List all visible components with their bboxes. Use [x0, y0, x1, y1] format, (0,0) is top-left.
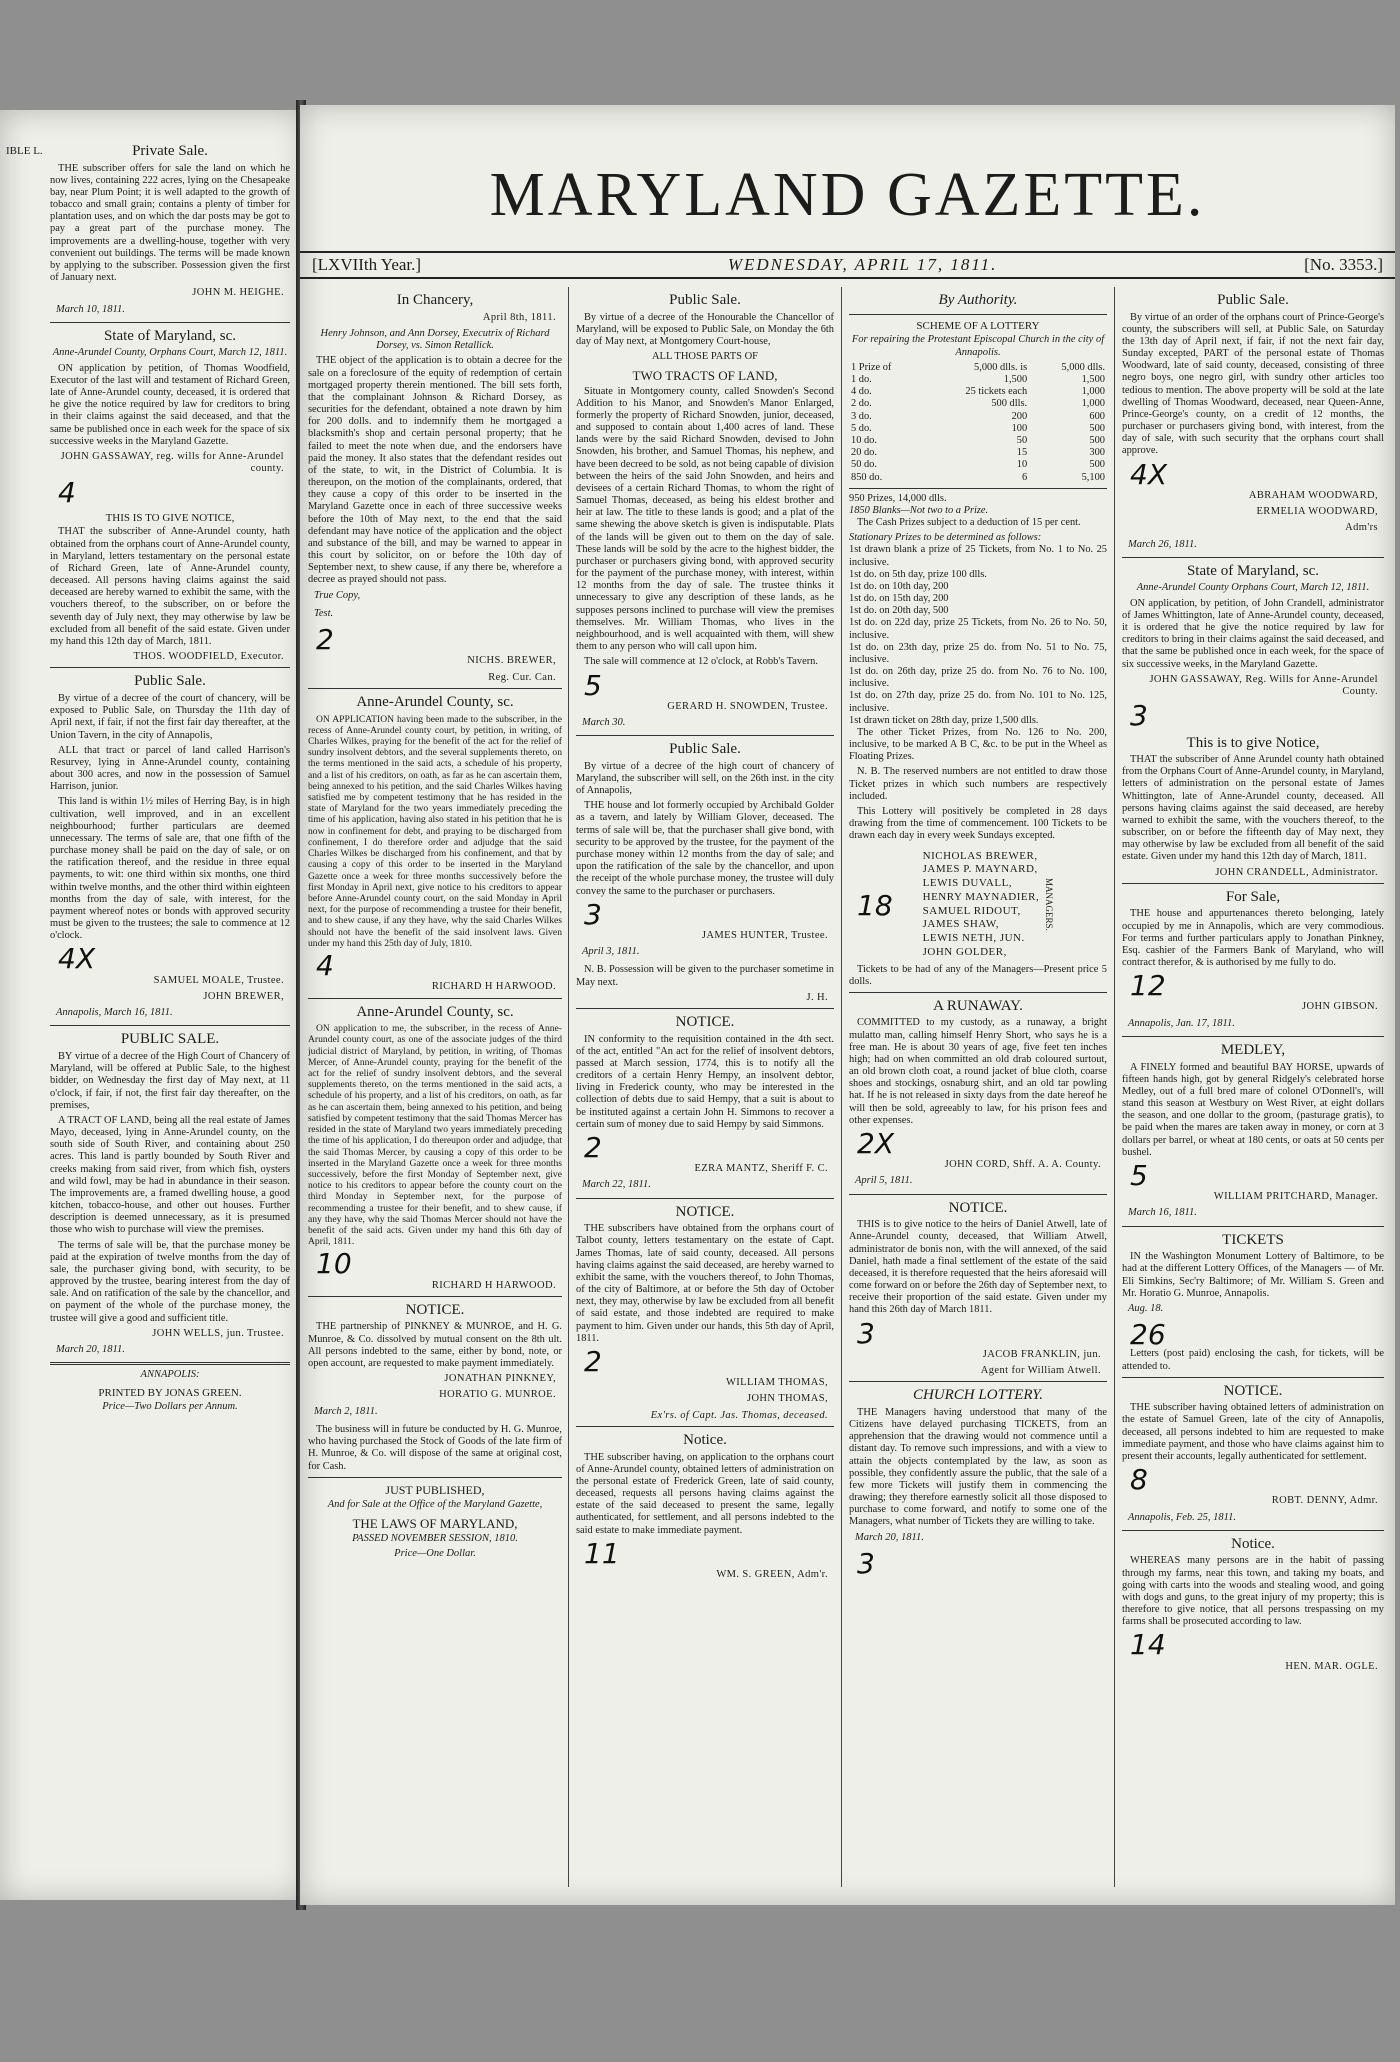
public-sale-2-heading: Public Sale.	[669, 741, 741, 758]
tickets-note: Letters (post paid) enclosing the cash, for tickets, will be attended to.	[1122, 1348, 1384, 1372]
by-authority-heading: By Authority.	[938, 292, 1018, 308]
issue-date: WEDNESDAY, APRIL 17, 1811.	[727, 255, 998, 274]
divider	[576, 1426, 834, 1427]
prize-cell: 1 Prize of	[851, 361, 892, 373]
edge-text: IBLE L.	[6, 145, 43, 157]
public-sale-title: TWO TRACTS OF LAND,	[632, 368, 778, 384]
notice-body: THE partnership of PINKNEY & MUNROE, and H. G. Munroe, & Co. dissolved by mutual consent on the 8th ult. All persons indebted to the same, either by bond, note, or open account, are requested to make payment immediately.	[308, 1321, 562, 1369]
for-sale-date: Annapolis, Jan. 17, 1811.	[1128, 1017, 1235, 1029]
manager-name: SAMUEL RIDOUT,	[922, 904, 1021, 917]
year-label: [LXVIIth Year.]	[312, 255, 422, 274]
handwritten-mark: 2	[584, 1130, 602, 1164]
prize-cell: 500	[1089, 422, 1105, 434]
notice-heading: NOTICE.	[1223, 1382, 1283, 1399]
give-notice-heading: This is to give Notice,	[1186, 734, 1320, 751]
divider	[1122, 1226, 1384, 1227]
handwritten-mark: 2	[316, 623, 334, 657]
stationary-item: 1st do. on 22d day, prize 25 Tickets, from No. 26 to No. 50, inclusive.	[849, 617, 1107, 641]
column-4	[1122, 287, 1384, 1887]
prize-cell: 5,100	[1081, 471, 1105, 483]
divider	[50, 667, 290, 668]
masthead-title: MARYLAND GAZETTE.	[489, 161, 1206, 229]
public-sale-1-date: Annapolis, March 16, 1811.	[56, 1007, 173, 1019]
chancery-heading: In Chancery,	[396, 292, 474, 308]
managers-label: MANAGERS.	[1043, 878, 1054, 931]
prize-row	[849, 374, 1107, 386]
public-sale-2-heading: PUBLIC SALE.	[120, 1031, 220, 1048]
notice-1-date: March 22, 1811.	[582, 1179, 651, 1191]
handwritten-mark: 2X	[857, 1126, 894, 1160]
scheme-sub: For repairing the Protestant Episcopal Church in the city of Annapolis.	[851, 334, 1105, 358]
column-rule	[1114, 287, 1115, 1887]
handwritten-mark: 4	[316, 949, 334, 983]
divider	[308, 688, 562, 689]
church-lottery-body: THE Managers having understood that many of the Citizens have delayed purchasing TICKETS, from an apprehension that the drawing would not commence until a distant day. To remove such impressions, and with a view to attain the objects contemplated by the law, as soon as possible, they confidently assure the public, that the sale of a few more Tickets will justify them in commencing the drawing; they therefore earnestly solicit all those disposed to purchase to come forward, and notify to some one of the Managers, what number of Tickets they are willing to take.	[849, 1406, 1107, 1528]
divider	[849, 1381, 1107, 1382]
divider	[308, 998, 562, 999]
public-sale-parts: ALL THOSE PARTS OF	[651, 351, 759, 363]
state-of-maryland-signer: JOHN GASSAWAY, reg. wills for Anne-Arundel county.	[60, 450, 284, 475]
stationary-item: 1st do. on 26th day, prize 25 do. from No. 76 to No. 100, inclusive.	[849, 666, 1107, 690]
tickets-note: Tickets to be had of any of the Managers—Present price 5 dolls.	[849, 963, 1107, 987]
columns	[300, 287, 1395, 1887]
prize-cell: 1,500	[1003, 374, 1028, 386]
for-sale-heading: For Sale,	[1225, 888, 1281, 905]
medley-heading: MEDLEY,	[1220, 1042, 1286, 1059]
public-sale-2-body: A TRACT OF LAND, being all the real estate of James Mayo, deceased, lying in Anne-Arundel county, on the south side of South River, and containing about 250 acres. This land is partly bounded by South River and creeks making from said river, from which fish, oysters and wild fowl, may be had in abundance in their season. The improvements are, a framed dwelling house, a good kitchen, tobacco-house, and other out houses. Further description is deemed unnecessary, as it is presumed those who wish to purchase will view the premises.	[50, 1114, 290, 1236]
handwritten-mark: 3	[857, 1546, 875, 1580]
notice-body: The business will in future be conducted by H. G. Munroe, who having purchased the Stock of Goods of the late firm of H. Munroe, & Co. will dispose of the same at original cost, for Cash.	[308, 1424, 562, 1472]
divider	[576, 735, 834, 736]
divider	[1122, 1377, 1384, 1378]
dateline	[300, 251, 1395, 279]
public-sale-1-signer: JOHN BREWER,	[203, 990, 284, 1002]
prize-row	[849, 386, 1107, 398]
handwritten-mark: 5	[1130, 1158, 1148, 1192]
notice-2-heading: Notice.	[1231, 1535, 1275, 1552]
public-sale-2-body: BY virtue of a decree of the High Court of Chancery of Maryland, will be offered at Public Sale, to the highest bidder, on Wednesday the first day of May next, at 11 o'clock, if fair, if not, the first fair day thereafter, on the premises,	[50, 1051, 290, 1111]
notice-signer: JACOB FRANKLIN, jun.	[982, 1348, 1101, 1360]
state-of-maryland-subhead: Anne-Arundel County, Orphans Court, March 12, 1811.	[52, 347, 288, 359]
published-price: Price—One Dollar.	[394, 1548, 476, 1560]
stationary-item: 1st do. on 10th day, 200	[849, 580, 949, 592]
column-rule	[841, 287, 842, 1887]
anne-arundel-1-heading: Anne-Arundel County, sc.	[356, 693, 514, 710]
public-sale-2-body: THE house and lot formerly occupied by Archibald Golder as a tavern, and lately by William Glover, deceased. The terms of sale will be, that the purchaser shall give bond, with security to be approved by the trustee, for the payment of the purchase money within 12 months from the day of sale; and upon the ratification of the sale by the chancellor, and upon the receipt of the whole purchase money, the trustee will duly convey the same to the purchaser or purchasers.	[576, 800, 834, 897]
column-2	[576, 287, 834, 1887]
notice-3-signer: WM. S. GREEN, Adm'r.	[716, 1568, 828, 1580]
notice-date: March 2, 1811.	[314, 1405, 378, 1417]
anne-arundel-2-body: ON application to me, the subscriber, in the recess of Anne-Arundel county court, as one of the associate judges of the third judicial district of Maryland, by petition, in writing, of Thomas Mercer, of Anne-Arundel county, praying for the benefit of the act for the relief of sundry insolvent debtors, and the several supplements thereto, on the terms mentioned in the said acts, a schedule of his property, and a list of his creditors, on oath, as far as he can ascertain them, being annexed to his petition, and being satisfied by competent testimony that the said Thomas Mercer has resided in the state of Maryland two years immediately preceding the time of his application, I do thereupon order and adjudge, that the said Thomas Mercer, by causing a copy of this order to be inserted in the Maryland Gazette once a week for three months successively, before the first Monday of September next, give notice to his creditors to appear before the county court on the third Monday in September next, for the purpose of recommending a trustee for their benefit, and to shew cause, if any they have, why the said Thomas Mercer should not have the benefit of the said acts. Given under my hand this 6th day of April, 1811.	[308, 1023, 562, 1248]
notice-body: THE subscriber having obtained letters of administration on the estate of Samuel Green, late of the city of Annapolis, deceased, all persons indebted to him are requested to make immediate payment, and those who have claims against him to present their accounts, legally authenticated for settlement.	[1122, 1402, 1384, 1462]
notice-3-heading: Notice.	[683, 1431, 727, 1448]
private-sale-signer: JOHN M. HEIGHE.	[192, 287, 284, 299]
public-sale-body: Situate in Montgomery county, called Snowden's Second Addition to his Manor, and Snowden's Manor Enlarged, formerly the property of Richard Snowden, junior, deceased, and supposed to contain about 1,400 acres of land. These lands were by the said Richard Snowden, devised to John Snowden, his brother, and Samuel Thomas, his nephew, and have been decreed to be sold, as not being capable of division between the heirs of the said John Snowden, and heirs and devisees of a certain Richard Thomas, to whom the right of Samuel Thomas, deceased, as being his eldest brother and heir at law. The title to these lands is good; and a plat of the same shewing the above sketch is given is indisputable. Plats of the lands will be given out to them on the day of sale. These lands will be sold by the acre to the highest bidder, the purchaser or purchasers giving bond, with approved security for the payment of the purchase money, with interest, within 12 months from the day of sale. The trustee thinks it unnecessary to give any description of these lands, as he supposes persons inclined to purchase will view the premises themselves. Mr. William Thomas, who lives in the neighbourhood, and is well acquainted with them, will shew them to any person who will call upon him.	[576, 385, 834, 653]
published-heading: JUST PUBLISHED,	[385, 1482, 485, 1497]
notice-date: Annapolis, Feb. 25, 1811.	[1128, 1511, 1237, 1523]
notice-2-signer: WILLIAM THOMAS,	[725, 1377, 828, 1389]
give-notice-body: THAT the subscriber of Anne Arundel county hath obtained from the Orphans Court of Anne-Arundel county, in Maryland, letters of administration on the personal estate of James Whittington, late of Anne-Arundel county, deceased. All persons having claims against the said deceased, are hereby warned to exhibit the same, with the vouchers thereof, to the subscriber, on or before the fifteenth day of May next, they may otherwise by law be excluded from all benefit of the said estate. Given under my hand this 12th day of March, 1811.	[1122, 754, 1384, 863]
prize-row	[849, 459, 1107, 471]
handwritten-mark: 4X	[1130, 457, 1167, 491]
public-sale-date: March 30.	[582, 716, 626, 728]
public-sale-time: The sale will commence at 12 o'clock, at Robb's Tavern.	[584, 656, 818, 668]
left-page	[0, 110, 305, 1900]
runaway-body: COMMITTED to my custody, as a runaway, a bright mulatto man, calling himself Henry Short, who says he is a free man. He is about 30 years of age, five feet ten inches high; had on when committed an old drab coloured surtout, an old brown cloth coat, a round jacket of blue cloth, coarse shoes and stockings, osnaburg shirt, and an old tar powling hat. If he is not released in sixty days from the date hereof he will then be sold, agreeably to law, for his prison fees and other expenses.	[849, 1017, 1107, 1126]
public-sale-2-initials: J. H.	[806, 991, 828, 1003]
footer-place: ANNAPOLIS:	[140, 1369, 200, 1381]
prize-cell: 100	[1011, 422, 1028, 434]
give-notice-heading: THIS IS TO GIVE NOTICE,	[105, 511, 235, 524]
prize-row	[849, 435, 1107, 447]
prize-table	[849, 362, 1107, 484]
managers-list	[923, 850, 1040, 960]
tickets-date: Aug. 18.	[1128, 1302, 1164, 1314]
stationary-item: 1st do. on 23th day, prize 25 do. from No. 51 to No. 75, inclusive.	[849, 641, 1107, 665]
public-sale-signer: ERMELIA WOODWARD,	[1256, 506, 1378, 518]
give-notice-signer: JOHN CRANDELL, Administrator.	[1215, 866, 1378, 878]
stationary-item: 1st drawn ticket on 28th day, prize 1,500 dlls.	[849, 714, 1039, 726]
prize-blanks: 1850 Blanks—Not two to a Prize.	[849, 504, 989, 516]
public-sale-1-heading: Public Sale.	[134, 673, 206, 690]
prize-cell: 600	[1089, 410, 1105, 422]
handwritten-mark: 2	[584, 1344, 602, 1378]
notice-heading: NOTICE.	[405, 1301, 465, 1318]
public-sale-body: By virtue of an order of the orphans court of Prince-George's county, the subscribers will sell, at Public Sale, on Saturday the 13th day of April next, if fair, if not the next fair day, Sunday excepted, PART of the personal estate of Thomas Woodward, late of said county, deceased, consisting of three negro boys, one negro girl, with sundry other articles too tedious to mention. The above property will be sold at the late dwelling of Thomas Woodward, deceased, near Queen-Anne, Prince-George's county, on a credit of 12 months, the purchaser or purchasers giving bond, with interest, from the day of sale, with such security that the orphans court shall approve.	[1122, 311, 1384, 457]
notice-signer: JONATHAN PINKNEY,	[444, 1373, 556, 1385]
column-1	[308, 287, 562, 1887]
issue-number: [No. 3353.]	[1304, 255, 1383, 274]
anne-arundel-1-body: ON APPLICATION having been made to the subscriber, in the recess of Anne-Arundel county court, by petition, in writing, of Charles Wilkes, praying for the benefit of the act for the relief of sundry insolvent debtors, and the several supplements thereto, on the terms mentioned in the said acts, a schedule of his property, and a list of his creditors, on oath, as far as he can ascertain them, being annexed to his petition, and the said Charles Wilkes having satisfied me by competent testimony that he has resided in the state of Maryland for the two years immediately preceding the time of his application, having also stated in his petition that he is now in confinement for debt, and praying to be discharged from confinement, I do therefore order and adjudge that the said Charles Wilkes be discharged from his confinement, and that by causing a copy of this order to be inserted in the Maryland Gazette once a week for three months successively before the first Monday in April next, give notice to his creditors to appear before Anne-Arundel county court, on the said Monday in April next, for the purpose of recommending a trustee for their benefit, and to shew cause, if any they have, why the said Charles Wilkes should not have the benefit of the said insolvent laws. Given under my hand this 25th day of July, 1810.	[308, 713, 562, 949]
public-sale-2-signer: JAMES HUNTER, Trustee.	[701, 929, 828, 941]
prize-cell: 1,000	[1081, 398, 1105, 410]
state-of-maryland-sub: Anne-Arundel County Orphans Court, March 12, 1811.	[1136, 582, 1370, 594]
chancery-parties: Henry Johnson, and Ann Dorsey, Executrix of Richard Dorsey, vs. Simon Retallick.	[320, 327, 550, 352]
left-edge-fragment	[6, 145, 46, 158]
prize-cell: 1 do.	[851, 374, 872, 386]
prize-cell: 1,000	[1081, 386, 1105, 398]
prize-cell: 500	[1089, 435, 1105, 446]
public-sale-heading: Public Sale.	[1217, 292, 1289, 308]
stationary-heading: Stationary Prizes to be determined as follows:	[849, 532, 1042, 544]
stationary-item: 1st do. on 15th day, 200	[849, 593, 949, 605]
public-sale-2-signer: JOHN WELLS, jun. Trustee.	[152, 1327, 284, 1339]
public-sale-intro: By virtue of a decree of the Honourable the Chancellor of Maryland, will be exposed to Public Sale, on Monday the 6th day of May next, at Montgomery Court-house,	[576, 311, 834, 347]
anne-arundel-2-heading: Anne-Arundel County, sc.	[356, 1003, 514, 1020]
prize-cell: 50	[1016, 435, 1028, 446]
for-sale-body: THE house and appurtenances thereto belonging, lately occupied by me in Annapolis, which are very commodious. For terms and further particulars apply to Jonathan Pinkney, Esq. cashier of the Farmers Bank of Maryland, who will contract therefor, & is authorised by me fully to do.	[1122, 908, 1384, 969]
column-3	[849, 287, 1107, 1887]
divider	[1122, 1530, 1384, 1531]
public-sale-signer: ABRAHAM WOODWARD,	[1248, 489, 1378, 501]
prize-cell: 10 do.	[851, 435, 877, 446]
tickets-heading: TICKETS	[1222, 1231, 1284, 1248]
notice-role: Agent for William Atwell.	[980, 1365, 1101, 1377]
public-sale-1-body: This land is within 1½ miles of Herring Bay, is in high cultivation, well improved, and in an excellent neighbourhood; further particulars are deemed unnecessary. The terms of sale are, that one fifth of the purchase money shall be paid on the day of sale, or on the ratification thereof, and the residue in three equal payments, to wit: one third within six months, one third within twelve months, and the other third within eighteen months from the day of sale, with interest, for the payment whereof notes or bonds with approved security must be given to the trustees; the sale to commence at 12 o'clock.	[50, 796, 290, 942]
public-sale-2-nb: N. B. Possession will be given to the purchaser sometime in May next.	[576, 964, 834, 988]
public-sale-2-date: March 20, 1811.	[56, 1344, 125, 1356]
notice-heading: NOTICE.	[948, 1199, 1008, 1216]
divider	[576, 1198, 834, 1199]
chancery-date: April 8th, 1811.	[482, 311, 556, 323]
published-title: THE LAWS OF MARYLAND,	[352, 1516, 518, 1531]
public-sale-heading: Public Sale.	[669, 292, 741, 308]
state-of-maryland-body: ON application, by petition, of John Crandell, administrator of James Whittington, late of Anne-Arundel county, deceased, it is ordered that he give the notice required by law for creditors to bring in their claims against the said deceased, and that the same be published once in each week, for the space of six successive weeks, in the Maryland Gazette.	[1122, 597, 1384, 670]
chancery-true-copy: True Copy,	[314, 589, 361, 601]
public-sale-2-intro: By virtue of a decree of the high court of chancery of Maryland, the subscriber will sell, on the 26th inst. in the city of Annapolis,	[576, 760, 834, 797]
handwritten-mark: 5	[584, 668, 602, 702]
divider	[849, 992, 1107, 993]
handwritten-mark: 3	[584, 897, 602, 931]
manager-name: HENRY MAYNADIER,	[922, 890, 1040, 903]
divider	[1122, 883, 1384, 884]
prize-cell: 25 tickets each	[965, 386, 1028, 398]
chancery-test: Test.	[314, 607, 334, 619]
public-sale-1-body: ALL that tract or parcel of land called Harrison's Resurvey, lying in Anne-Arundel county, containing about 300 acres, and now in the possession of Samuel Harrison, junior.	[50, 744, 290, 793]
divider	[849, 1194, 1107, 1195]
runaway-heading: A RUNAWAY.	[933, 997, 1023, 1014]
right-page	[300, 105, 1395, 1905]
handwritten-mark: 12	[1130, 969, 1166, 1003]
notice-2-body: THE subscribers have obtained from the orphans court of Talbot county, letters testamentary on the estate of Capt. James Thomas, late of said county, deceased. All persons having claims against the said deceased, are hereby warned to exhibit the same, with the vouchers thereof, to John Thomas, of the city of Baltimore, at or before the 5th day of October next, they may, otherwise by law be excluded from all benefit of said estate, and those indebted are required to make payment to him. Given under our hands, this 5th day of April, 1811.	[576, 1223, 834, 1344]
manager-name: NICHOLAS BREWER,	[922, 849, 1038, 862]
notice-3-body: THE subscriber having, on application to the orphans court of Anne-Arundel county, obtained letters of administration on the personal estate of Frederick Green, late of said county, deceased, requests all persons having claims against the estate of the said deceased to present the same, legally authenticated, for settlement, and all persons indebted to the said estate to make immediate payment.	[576, 1451, 834, 1536]
other-tickets: The other Ticket Prizes, from No. 126 to No. 200, inclusive, to be marked A B C, &c. to be put in the Wheel as Floating Prizes.	[849, 726, 1107, 763]
notice-2-signer: JOHN THOMAS,	[746, 1393, 828, 1405]
published-session: PASSED NOVEMBER SESSION, 1810.	[352, 1533, 518, 1545]
state-of-maryland-heading: State of Maryland, sc.	[1186, 562, 1320, 579]
handwritten-mark: 4	[58, 476, 76, 510]
handwritten-mark: 3	[857, 1316, 875, 1350]
prize-row	[849, 398, 1107, 410]
published-sub: And for Sale at the Office of the Maryland Gazette,	[327, 1498, 543, 1510]
chancery-role: Reg. Cur. Can.	[488, 671, 556, 683]
for-sale-signer: JOHN GIBSON.	[1302, 1001, 1378, 1013]
managers-block	[849, 846, 1107, 964]
notice-2-body: WHEREAS many persons are in the habit of passing through my farms, near this town, and taking my boats, and going with carts into the woods and stealing wood, and going with dogs and guns, to the great injury of my property; this is therefore to give notice, that all persons trespassing on my farms shall be prosecuted according to law.	[1122, 1555, 1384, 1628]
tickets-body: IN the Washington Monument Lottery of Baltimore, to be had at the different Lottery Offices, of the Managers — of Mr. Eli Simkins, Sec'ry Baltimore; of Mr. William S. Green and Mr. Horatio G. Munroe, Annapolis.	[1122, 1251, 1384, 1299]
notice-1-heading: NOTICE.	[675, 1014, 735, 1031]
medley-body: A FINELY formed and beautiful BAY HORSE, upwards of fifteen hands high, got by general Ridgely's celebrated horse Medley, out of a full bred mare of colonel O'Donnell's, will stand this season at Westbury on West River, at eight dollars the season, and one dollar to the groom, (pasturage gratis), to be paid when the mares are taken away in money, or corn at 3 dollars per barrel, or wheat at 180 cents, or oats at 50 cents per bushel.	[1122, 1061, 1384, 1158]
prize-table-body	[849, 362, 1107, 484]
notice-2-role: Ex'rs. of Capt. Jas. Thomas, deceased.	[650, 1409, 828, 1421]
prize-cell: 2 do.	[851, 398, 872, 410]
prize-totals: 950 Prizes, 14,000 dlls.	[849, 492, 947, 504]
prize-row	[849, 362, 1107, 374]
cash-note: The Cash Prizes subject to a deduction of 15 per cent.	[857, 517, 1081, 529]
scheme-title: SCHEME OF A LOTTERY	[916, 319, 1040, 332]
public-sale-2-date: April 3, 1811.	[582, 946, 640, 958]
anne-arundel-1-signer: RICHARD H HARWOOD.	[431, 981, 556, 993]
divider	[1122, 557, 1384, 558]
prize-cell: 5,000 dlls.	[1061, 361, 1105, 373]
manager-name: LEWIS NETH, JUN.	[922, 932, 1025, 944]
divider	[576, 1008, 834, 1009]
prize-cell: 1,500	[1081, 374, 1105, 386]
notice-signer: ROBT. DENNY, Admr.	[1271, 1495, 1378, 1507]
notice-1-signer: EZRA MANTZ, Sheriff F. C.	[694, 1163, 828, 1175]
handwritten-mark: 18	[857, 889, 893, 923]
public-sale-1-body: By virtue of a decree of the court of chancery, will be exposed to Public Sale, on Thursday the 11th day of April next, if fair, if not the first fair day thereafter, at the Union Tavern, in the city of Annapolis,	[50, 693, 290, 741]
prize-cell: 500	[1089, 459, 1105, 471]
prize-row	[849, 472, 1107, 484]
runaway-signer: JOHN CORD, Shff. A. A. County.	[944, 1159, 1101, 1171]
prize-cell: 20 do.	[851, 447, 877, 459]
divider	[1122, 1036, 1384, 1037]
manager-name: JAMES P. MAYNARD,	[922, 863, 1038, 876]
notice-2-heading: NOTICE.	[675, 1203, 735, 1220]
prize-cell: 50 do.	[851, 459, 877, 471]
prize-cell: 200	[1011, 410, 1028, 422]
stationary-item: 1st do. on 20th day, 500	[849, 605, 949, 617]
prize-cell: 5 do.	[851, 422, 872, 434]
left-column	[50, 138, 290, 1417]
prize-cell: 4 do.	[851, 386, 872, 398]
divider	[50, 1025, 290, 1026]
private-sale-date: March 10, 1811.	[56, 303, 125, 315]
church-lottery-heading: CHURCH LOTTERY.	[912, 1387, 1044, 1404]
give-notice-signer: THOS. WOODFIELD, Executor.	[133, 651, 284, 663]
handwritten-mark: 14	[1130, 1628, 1166, 1662]
prize-cell: 850 do.	[851, 471, 883, 483]
handwritten-mark: 11	[584, 1536, 620, 1570]
chancery-signer: NICHS. BREWER,	[467, 655, 556, 667]
stationary-item: 1st do. on 5th day, prize 100 dlls.	[849, 568, 987, 580]
prize-cell: 10	[1016, 459, 1028, 471]
divider	[50, 322, 290, 323]
public-sale-1-signer: SAMUEL MOALE, Trustee.	[153, 974, 284, 986]
prize-cell: 3 do.	[851, 410, 872, 422]
public-sale-signer: GERARD H. SNOWDEN, Trustee.	[667, 700, 828, 712]
divider	[308, 1296, 562, 1297]
private-sale-body: THE subscriber offers for sale the land on which he now lives, containing 222 acres, lying on the Chesapeake bay, near Plum Point; it is well adapted to the growth of tobacco and small grain; contains a plenty of timber for plantation uses, and on which the dar posts may be got to pay a great part of the purchase money. The improvements are a dwelling-house, together with very convenient out buildings. The terms will be made known by applying to the subscriber. Possession given the first of January next.	[50, 162, 290, 284]
footer-printer: PRINTED BY JONAS GREEN.	[98, 1386, 242, 1399]
private-sale-heading: Private Sale.	[132, 143, 208, 159]
manager-name: JAMES SHAW,	[922, 918, 999, 931]
public-sale-role: Adm'rs	[1345, 522, 1378, 534]
prize-row	[849, 411, 1107, 423]
state-of-maryland-heading: State of Maryland, sc.	[103, 327, 237, 344]
footer-price: Price—Two Dollars per Annum.	[102, 1401, 238, 1413]
notice-body: THIS is to give notice to the heirs of Daniel Atwell, late of Anne-Arundel county, deceased, that William Atwell, administrator de bonis non, with the will annexed, of the said Daniel, hath made a final settlement of the estate of the said deceased, it is therefore requested that the heirs aforesaid will come forward on or before the 26th day of September next, to receive their proportion of the said estate. Given under my hand this 26th day of March 1811.	[849, 1219, 1107, 1316]
divider	[849, 314, 1107, 315]
handwritten-mark: 8	[1130, 1463, 1148, 1497]
handwritten-mark: 3	[1130, 699, 1148, 733]
state-of-maryland-signer: JOHN GASSAWAY, Reg. Wills for Anne-Arundel County.	[1149, 673, 1378, 698]
manager-name: JOHN GOLDER,	[922, 945, 1007, 958]
prize-row	[849, 447, 1107, 459]
handwritten-mark: 10	[316, 1247, 352, 1281]
notice-1-body: IN conformity to the requisition contained in the 4th sect. of the act, entitled "An act for the relief of insolvent debtors, passed at March session, 1774, this is to notify all the creditors of a certain Henry Hempy, an insolvent debtor, living in Frederick county, who may be interested in the collection of debts due to said Hempy, that a suit is about to be instituted against a certain John H. Simmons to recover a certain sum of money due to said Hempy by said Simmons.	[576, 1033, 834, 1130]
prize-cell: 5,000 dlls. is	[974, 361, 1028, 373]
medley-signer: WILLIAM PRITCHARD, Manager.	[1213, 1191, 1378, 1203]
notice-2-signer: HEN. MAR. OGLE.	[1285, 1660, 1378, 1672]
prize-cell: 300	[1089, 447, 1105, 459]
prize-cell: 15	[1016, 447, 1028, 459]
public-sale-date: March 26, 1811.	[1128, 538, 1197, 550]
handwritten-mark: 26	[1130, 1318, 1166, 1352]
chancery-body: THE object of the application is to obtain a decree for the sale on a foreclosure of the equity of redemption of certain mortgaged property therein mentioned. The bill sets forth, that the complainant Johnson & Richard Dorsey, as securities for the defendant, obtained a note drawn by him for 200 dolls. and to indemnify them he mortgaged a blacksmith's shop and certain personal property; that he failed to meet the note when due, and the endorsers have paid the money. It also states that the defendant resides out of the state, to wit, in the District of Columbia. It is thereupon, on the motion of the complainants, ordered, that they cause a copy of this order to be inserted in the Maryland Gazette once in each of three successive weeks before the 10th of May next, to the end that the said defendant may have notice of the application and the object and substance of the bill, and may be warned to appear in this court by solicitor, on or before the 10th day of September next, to shew cause, if any there be, wherefore a decree as prayed should not pass.	[308, 355, 562, 586]
stationary-list	[849, 544, 1107, 727]
drawing-note: This Lottery will positively be completed in 28 days drawing from the time of commencement. 100 Tickets to be drawn each day in every week Sundays excepted.	[849, 805, 1107, 842]
column-rule	[568, 287, 569, 1887]
prize-cell: 500 dlls.	[991, 398, 1028, 410]
divider	[308, 1477, 562, 1478]
church-lottery-date: March 20, 1811.	[855, 1531, 924, 1543]
public-sale-2-body: The terms of sale will be, that the purchase money be paid at the expiration of twelve months from the day of sale, the purchaser giving bond, with security, to be approved by the trustee, bearing interest from the day of sale. And on ratification of the sale by the chancellor, and on payment of the whole of the purchase money, the trustee will give a good and sufficient title.	[50, 1239, 290, 1324]
divider	[849, 488, 1107, 489]
reserved-note: N. B. The reserved numbers are not entitled to draw those Ticket prizes in which such numbers are respectively included.	[849, 766, 1107, 802]
prize-cell: 6	[1021, 471, 1028, 483]
medley-date: March 16, 1811.	[1128, 1207, 1197, 1219]
notice-signer: HORATIO G. MUNROE.	[439, 1389, 556, 1401]
runaway-date: April 5, 1811.	[855, 1175, 913, 1187]
state-of-maryland-body: ON application by petition, of Thomas Woodfield, Executor of the last will and testament of Richard Green, late of Anne-Arundel county, deceased, it is ordered that he give the notice required by law for creditors to bring in their claims against the said deceased, and that the same be published once in each week for the space of six successive weeks in the Maryland Gazette.	[50, 362, 290, 447]
stationary-item: 1st do. on 27th day, prize 25 do. from No. 101 to No. 125, inclusive.	[849, 690, 1107, 714]
prize-row	[849, 423, 1107, 435]
manager-name: LEWIS DUVALL,	[922, 877, 1013, 889]
stationary-item: 1st drawn blank a prize of 25 Tickets, from No. 1 to No. 25 inclusive.	[849, 544, 1107, 568]
anne-arundel-2-signer: RICHARD H HARWOOD.	[431, 1279, 556, 1291]
give-notice-body: THAT the subscriber of Anne-Arundel county, hath obtained from the orphans court of Anne-Arundel county, in Maryland, letters testamentary on the personal estate of Richard Green, late of Anne-Arundel county, deceased. All persons having claims against the said deceased are hereby warned to exhibit the same, with the vouchers thereof, to the subscriber, on or before the seventh day of July next, they may otherwise by law be excluded from all benefit of the said estate. Given under my hand this 12th day of March, 1811.	[50, 526, 290, 647]
handwritten-mark: 4X	[58, 942, 95, 976]
divider	[50, 1362, 290, 1365]
